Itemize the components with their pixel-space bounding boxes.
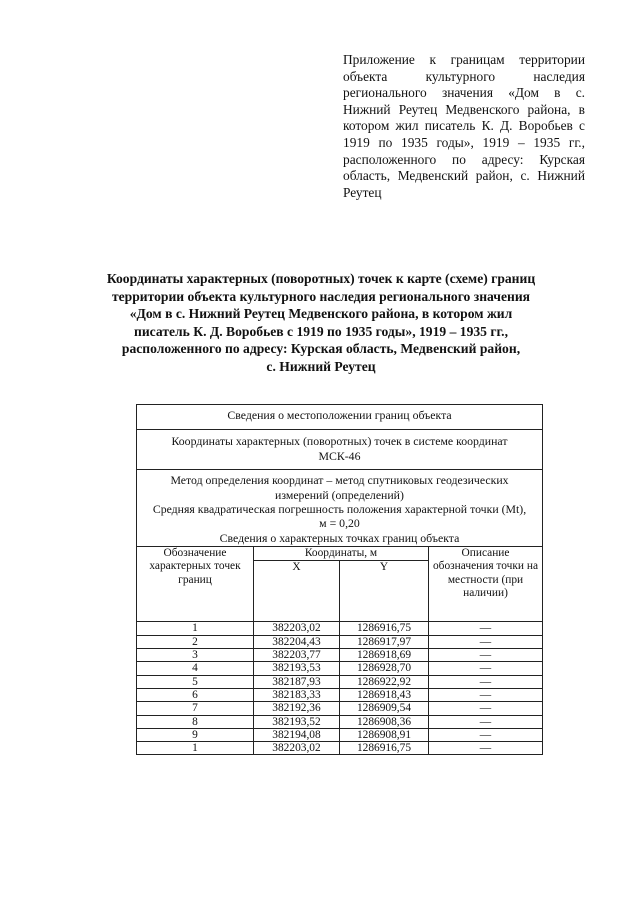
col-point-header: Обозначение характерных точек границ [137, 547, 254, 622]
method-text: Метод определения координат – метод спутниковых геодезических измерений (определений) [170, 473, 509, 502]
table-row [137, 649, 543, 662]
y-coordinate-cell: 1286916,75 [340, 622, 429, 635]
document-title [90, 270, 552, 376]
point-number-cell: 8 [137, 715, 254, 728]
accuracy-text: Средняя квадратическая погрешность положения характерной точки (Mt), м = 0,20 [152, 502, 527, 531]
description-cell: — [429, 728, 543, 741]
x-coordinate-cell: 382183,33 [254, 688, 340, 701]
appendix-text: Приложение к границам территории объекта культурного наследия регионального значения «Дом в с. Нижний Реутец Медвенского района, в котором жил писатель К. Д. Воробьев с 1919 по 1935 годы», 1919 – 1935 гг., расположенного по адресу: Курская область, Медвенский район, с. Нижний Реутец [343, 52, 585, 200]
point-number-cell: 1 [137, 742, 254, 755]
point-number-cell: 4 [137, 662, 254, 675]
point-number-cell: 7 [137, 702, 254, 715]
method-cell [137, 470, 543, 547]
x-coordinate-cell: 382203,02 [254, 742, 340, 755]
x-coordinate-cell: 382194,08 [254, 728, 340, 741]
description-cell: — [429, 662, 543, 675]
col-coords-header: Координаты, м [254, 547, 429, 561]
table-row [137, 715, 543, 728]
table-header-row [137, 470, 543, 547]
col-y-header: Y [340, 561, 429, 622]
table-row [137, 702, 543, 715]
coordinates-table [136, 404, 543, 755]
table-row [137, 742, 543, 755]
x-coordinate-cell: 382193,52 [254, 715, 340, 728]
point-number-cell: 6 [137, 688, 254, 701]
x-coordinate-cell: 382204,43 [254, 635, 340, 648]
title-line: «Дом в с. Нижний Реутец Медвенского района, в котором жил [129, 306, 513, 322]
x-coordinate-cell: 382203,02 [254, 622, 340, 635]
y-coordinate-cell: 1286909,54 [340, 702, 429, 715]
table-row [137, 622, 543, 635]
table-row [137, 728, 543, 741]
x-coordinate-cell: 382192,36 [254, 702, 340, 715]
point-number-cell: 3 [137, 649, 254, 662]
table-row [137, 688, 543, 701]
y-coordinate-cell: 1286908,91 [340, 728, 429, 741]
title-line: Координаты характерных (поворотных) точек к карте (схеме) границ [106, 271, 536, 286]
table-header-row [137, 430, 543, 470]
header-system-cell: Координаты характерных (поворотных) точек в системе координат МСК-46 [137, 430, 543, 470]
x-coordinate-cell: 382203,77 [254, 649, 340, 662]
title-line: писатель К. Д. Воробьев с 1919 по 1935 годы», 1919 – 1935 гг., [134, 323, 508, 339]
table-header-row [137, 405, 543, 430]
table-row [137, 662, 543, 675]
point-number-cell: 9 [137, 728, 254, 741]
description-cell: — [429, 622, 543, 635]
y-coordinate-cell: 1286928,70 [340, 662, 429, 675]
point-number-cell: 5 [137, 675, 254, 688]
appendix-note [343, 52, 585, 201]
table-header-row [137, 547, 543, 561]
col-desc-header: Описание обозначения точки на местности (при наличии) [429, 547, 543, 622]
point-number-cell: 2 [137, 635, 254, 648]
points-header-text: Сведения о характерных точках границ объекта [219, 530, 460, 545]
x-coordinate-cell: 382187,93 [254, 675, 340, 688]
description-cell: — [429, 675, 543, 688]
x-coordinate-cell: 382193,53 [254, 662, 340, 675]
y-coordinate-cell: 1286922,92 [340, 675, 429, 688]
y-coordinate-cell: 1286908,36 [340, 715, 429, 728]
col-x-header: X [254, 561, 340, 622]
y-coordinate-cell: 1286918,43 [340, 688, 429, 701]
title-line: расположенного по адресу: Курская область, Медвенский район, [121, 341, 521, 357]
description-cell: — [429, 635, 543, 648]
title-line: территории объекта культурного наследия регионального значения [111, 288, 531, 304]
table-row [137, 635, 543, 648]
description-cell: — [429, 688, 543, 701]
y-coordinate-cell: 1286917,97 [340, 635, 429, 648]
description-cell: — [429, 702, 543, 715]
title-line: с. Нижний Реутец [266, 358, 376, 374]
table-row [137, 675, 543, 688]
y-coordinate-cell: 1286916,75 [340, 742, 429, 755]
description-cell: — [429, 742, 543, 755]
header-location-cell: Сведения о местоположении границ объекта [137, 405, 543, 430]
point-number-cell: 1 [137, 622, 254, 635]
description-cell: — [429, 649, 543, 662]
description-cell: — [429, 715, 543, 728]
y-coordinate-cell: 1286918,69 [340, 649, 429, 662]
